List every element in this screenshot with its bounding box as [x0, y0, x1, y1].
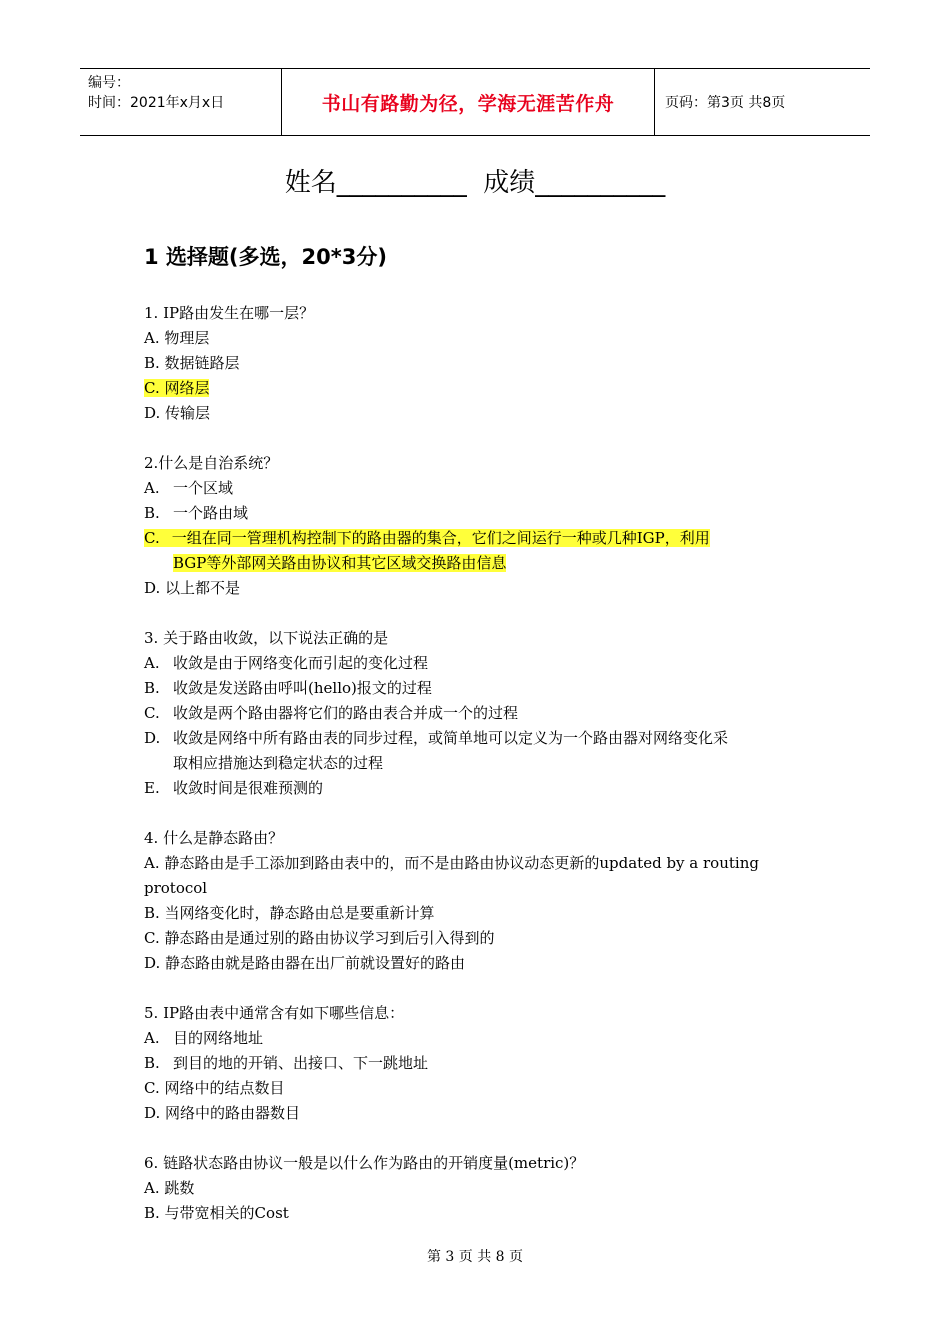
- option-text: 到目的地的开销、出接口、下一跳地址: [173, 1054, 429, 1072]
- answer-highlight: [144, 529, 710, 547]
- option-d: D. 网络中的路由器数目: [144, 1104, 301, 1122]
- question-text: 2.什么是自治系统？: [144, 454, 279, 472]
- option-b: [144, 676, 804, 701]
- option-a: A. 跳数: [144, 1179, 195, 1197]
- option-c: C. 静态路由是通过别的路由协议学习到后引入得到的: [144, 929, 495, 947]
- header-meta: [80, 69, 281, 135]
- answer-highlight: C. 网络层: [144, 379, 210, 397]
- option-b: [144, 1051, 804, 1076]
- question-text: 5. IP路由表中通常含有如下哪些信息：: [144, 1004, 405, 1022]
- question-3: [144, 626, 804, 801]
- header-motto: 书山有路勤为径，学海无涯苦作舟: [281, 69, 655, 135]
- option-text: 收敛是两个路由器将它们的路由表合并成一个的过程: [173, 704, 519, 722]
- option-d-continuation: 取相应措施达到稳定状态的过程: [173, 754, 384, 772]
- option-text: 一个区域: [173, 479, 234, 497]
- option-label: A.: [144, 1029, 160, 1047]
- option-a: A. 静态路由是手工添加到路由表中的，而不是由路由协议动态更新的updated by a routing: [144, 854, 759, 872]
- header-page-label: 页码：第3页 共8页: [665, 95, 786, 111]
- option-label: B.: [144, 679, 160, 697]
- option-d: D. 静态路由就是路由器在出厂前就设置好的路由: [144, 954, 466, 972]
- option-text: 收敛是发送路由呼叫(hello)报文的过程: [173, 679, 432, 697]
- option-c-answer: [144, 376, 804, 401]
- option-text: 一组在同一管理机构控制下的路由器的集合，它们之间运行一种或几种IGP，利用: [171, 529, 710, 547]
- answer-highlight: BGP等外部网关路由协议和其它区域交换路由信息: [173, 554, 507, 572]
- option-text: 收敛时间是很难预测的: [173, 779, 324, 797]
- option-a: A. 物理层: [144, 329, 210, 347]
- question-text: 6. 链路状态路由协议一般是以什么作为路由的开销度量(metric)？: [144, 1154, 585, 1172]
- option-label: B.: [144, 1054, 160, 1072]
- question-4: [144, 826, 804, 976]
- section-title: 1 选择题(多选，20*3分): [144, 245, 387, 269]
- option-text: 收敛是由于网络变化而引起的变化过程: [173, 654, 429, 672]
- question-text: 3. 关于路由收敛，以下说法正确的是: [144, 629, 389, 647]
- question-text: 4. 什么是静态路由？: [144, 829, 284, 847]
- option-text: 一个路由域: [173, 504, 249, 522]
- header-time-label: 时间：2021年x月x日: [88, 95, 225, 111]
- option-c: C. 网络中的结点数目: [144, 1079, 285, 1097]
- option-a: [144, 1026, 804, 1051]
- option-label: D.: [144, 729, 161, 747]
- option-label: B.: [144, 504, 160, 522]
- option-text: 目的网络地址: [173, 1029, 264, 1047]
- option-label: C.: [144, 529, 160, 547]
- header-code-label: 编号：: [88, 75, 130, 91]
- option-e: [144, 776, 804, 801]
- option-a: [144, 651, 804, 676]
- option-d: D. 以上都不是: [144, 579, 241, 597]
- page-footer: 第 3 页 共 8 页: [426, 1249, 524, 1265]
- question-6: [144, 1151, 804, 1226]
- option-b: [144, 501, 804, 526]
- name-score-line: 姓名__________ 成绩__________: [284, 168, 666, 198]
- option-b: B. 与带宽相关的Cost: [144, 1204, 289, 1222]
- option-a: [144, 476, 804, 501]
- option-c: [144, 701, 804, 726]
- option-c-answer: [144, 526, 804, 551]
- question-list: [144, 301, 804, 1251]
- option-label: A.: [144, 654, 160, 672]
- option-label: A.: [144, 479, 160, 497]
- page-header: [80, 68, 870, 136]
- option-b: B. 当网络变化时，静态路由总是要重新计算: [144, 904, 435, 922]
- question-1: [144, 301, 804, 426]
- option-c-continuation: [144, 551, 804, 576]
- question-2: [144, 451, 804, 601]
- option-text: 收敛是网络中所有路由表的同步过程，或简单地可以定义为一个路由器对网络变化采: [173, 729, 729, 747]
- option-d: [144, 726, 804, 751]
- option-a-continuation: protocol: [144, 879, 208, 897]
- option-label: E.: [144, 779, 160, 797]
- question-text: 1. IP路由发生在哪一层？: [144, 304, 315, 322]
- option-b: B. 数据链路层: [144, 354, 240, 372]
- option-label: C.: [144, 704, 160, 722]
- question-5: [144, 1001, 804, 1126]
- option-d: D. 传输层: [144, 404, 211, 422]
